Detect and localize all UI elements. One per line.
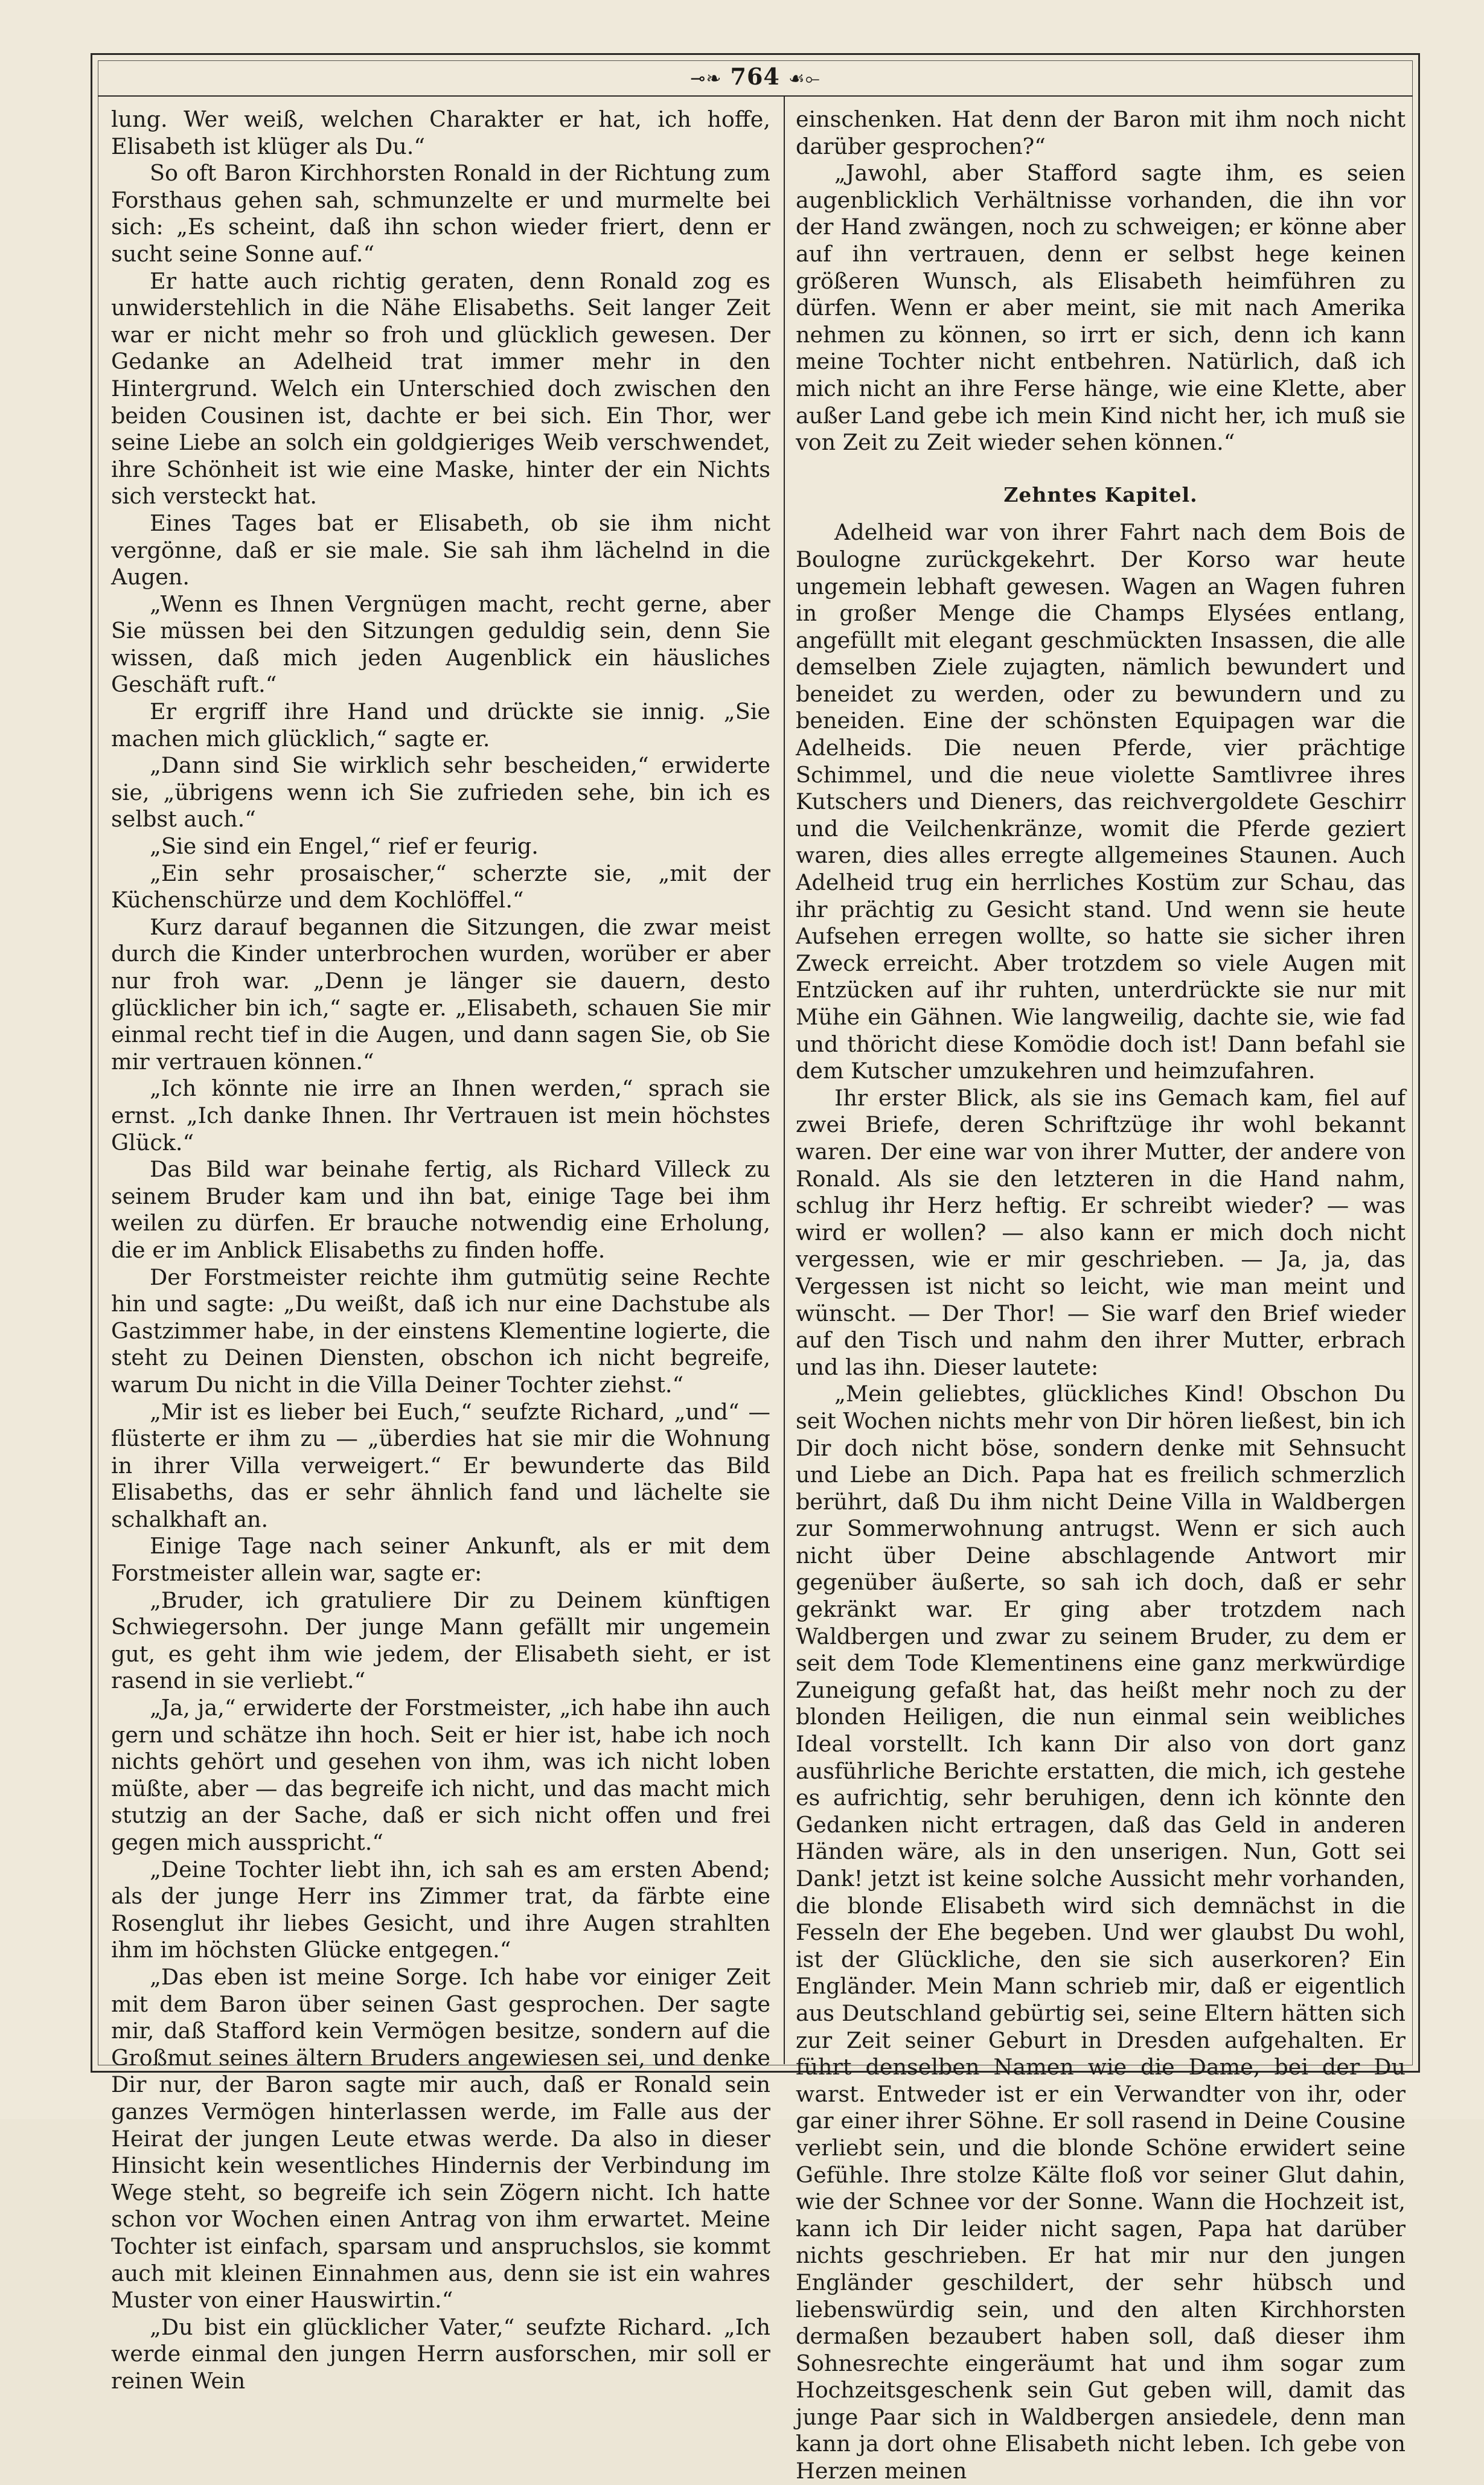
- left-column: [111, 106, 770, 2394]
- paragraph: So oft Baron Kirchhorsten Ronald in der Richtung zum Forsthaus gehen sah, schmunzelte er und murmelte bei sich: „Es scheint, daß ihn schon wieder friert, denn er sucht seine Sonne auf.“: [111, 160, 770, 267]
- paragraph: Er hatte auch richtig geraten, denn Ronald zog es unwiderstehlich in die Nähe Elisabeths. Seit langer Zeit war er nicht mehr so froh und glücklich gewesen. Der Gedanke an Adelheid trat immer mehr in den Hintergrund. Welch ein Unterschied doch zwischen den beiden Cousinen ist, dachte er bei sich. Ein Thor, wer seine Liebe an solch ein goldgieriges Weib verschwendet, ihre Schönheit ist wie eine Maske, hinter der ein Nichts sich versteckt hat.: [111, 267, 770, 510]
- paragraph: „Ja, ja,“ erwiderte der Forstmeister, „ich habe ihn auch gern und schätze ihn hoch. Seit er hier ist, habe ich noch nichts gehört und gesehen von ihm, was ich nicht loben müßte, aber — das begreife ich nicht, und das macht mich stutzig an der Sache, daß er sich nicht offen und frei gegen mich ausspricht.“: [111, 1695, 770, 1855]
- chapter-heading: Zehntes Kapitel.: [1003, 482, 1198, 507]
- paragraph: „Ein sehr prosaischer,“ scherzte sie, „mit der Küchenschürze und dem Kochlöffel.“: [111, 860, 770, 913]
- paragraph: „Dann sind Sie wirklich sehr bescheiden,“ erwiderte sie, „übrigens wenn ich Sie zufrieden sehe, bin ich es selbst auch.“: [111, 752, 770, 833]
- paragraph: „Bruder, ich gratuliere Dir zu Deinem künftigen Schwiegersohn. Der junge Mann gefällt mir ungemein gut, es geht ihm wie jedem, der Elisabeth sieht, er ist rasend in sie verliebt.“: [111, 1587, 770, 1694]
- page-number-line: [98, 63, 1413, 90]
- paragraph: „Wenn es Ihnen Vergnügen macht, recht gerne, aber Sie müssen bei den Sitzungen geduldig sein, denn Sie wissen, daß mich jeden Augenblick ein häusliches Geschäft ruft.“: [111, 590, 770, 698]
- paragraph: Einige Tage nach seiner Ankunft, als er mit dem Forstmeister allein war, sagte er:: [111, 1533, 770, 1587]
- paragraph: „Du bist ein glücklicher Vater,“ seufzte Richard. „Ich werde einmal den jungen Herrn ausforschen, mir soll er reinen Wein: [111, 2314, 770, 2394]
- paragraph: „Mir ist es lieber bei Euch,“ seufzte Richard, „und“ — flüsterte er ihm zu — „überdies hat sie mir die Wohnung in ihrer Villa verweigert.“ Er bewunderte das Bild Elisabeths, das er sehr ähnlich fand und lächelte sie schalkhaft an.: [111, 1398, 770, 1532]
- paragraph: Eines Tages bat er Elisabeth, ob sie ihm nicht vergönne, daß er sie male. Sie sah ihm lächelnd in die Augen.: [111, 510, 770, 590]
- paragraph: Adelheid war von ihrer Fahrt nach dem Bois de Boulogne zurückgekehrt. Der Korso war heute ungemein lebhaft gewesen. Wagen an Wagen fuhren in großer Menge die Champs Elysées entlang, angefüllt mit elegant geschmückten Insassen, die alle demselben Ziele zujagten, nämlich bewundert und beneidet zu werden, oder zu bewundern und zu beneiden. Eine der schönsten Equipagen war die Adelheids. Die neuen Pferde, vier prächtige Schimmel, und die neue violette Samtlivree ihres Kutschers und Dieners, das reichvergoldete Geschirr und die Veilchenkränze, womit die Pferde geziert waren, dies alles erregte allgemeines Staunen. Auch Adelheid trug ein herrliches Kostüm zur Schau, das ihr prächtig zu Gesicht stand. Und wenn sie heute Aufsehen erregen wollte, so hatte sie sicher ihren Zweck erreicht. Aber trotzdem so viele Augen mit Entzücken auf ihr ruhten, unterdrückte sie nur mit Mühe ein Gähnen. Wie langweilig, dachte sie, wie fad und thöricht diese Komödie doch ist! Dann befahl sie dem Kutscher umzukehren und heimzufahren.: [796, 519, 1406, 1084]
- paragraph: Kurz darauf begannen die Sitzungen, die zwar meist durch die Kinder unterbrochen wurden, worüber er aber nur froh war. „Denn je länger sie dauern, desto glücklicher bin ich,“ sagte er. „Elisabeth, schauen Sie mir einmal recht tief in die Augen, und dann sagen Sie, ob Sie mir vertrauen können.“: [111, 913, 770, 1075]
- paragraph: Ihr erster Blick, als sie ins Gemach kam, fiel auf zwei Briefe, deren Schriftzüge ihr wohl bekannt waren. Der eine war von ihrer Mutter, der andere von Ronald. Als sie den letzteren in die Hand nahm, schlug ihr Herz heftig. Er schreibt wieder? — was wird er wollen? — also kann er mich doch nicht vergessen, wie er mir geschrieben. — Ja, ja, das Vergessen ist nicht so leicht, wie man meint und wünscht. — Der Thor! — Sie warf den Brief wieder auf den Tisch und nahm den ihrer Mutter, erbrach und las ihn. Dieser lautete:: [796, 1084, 1406, 1380]
- paragraph: „Mein geliebtes, glückliches Kind! Obschon Du seit Wochen nichts mehr von Dir hören ließest, bin ich Dir doch nicht böse, sondern denke mit Sehnsucht und Liebe an Dich. Papa hat es freilich schmerzlich berührt, daß Du ihm nicht Deine Villa in Waldbergen zur Sommerwohnung antrugst. Wenn er sich auch nicht über Deine abschlagende Antwort mir gegenüber äußerte, so sah ich doch, daß er sehr gekränkt war. Er ging aber trotzdem nach Waldbergen und zwar zu seinem Bruder, zu dem er seit dem Tode Klementinens eine ganz merkwürdige Zuneigung gefaßt hat, das heißt mehr noch zu der blonden Heiligen, die nun einmal sein weibliches Ideal vorstellt. Ich kann Dir also von dort ganz ausführliche Berichte erstatten, die mich, ich gestehe es aufrichtig, sehr beruhigen, denn ich könnte den Gedanken nicht ertragen, daß das Geld in anderen Händen wäre, als in den unserigen. Nun, Gott sei Dank! jetzt ist keine solche Aussicht mehr vorhanden, die blonde Elisabeth wird sich demnächst in die Fesseln der Ehe begeben. Und wer glaubst Du wohl, ist der Glückliche, den sie sich auserkoren? Ein Engländer. Mein Mann schrieb mir, daß er eigentlich aus Deutschland gebürtig sei, seine Eltern hätten sich zur Zeit seiner Geburt in Dresden aufgehalten. Er führt denselben Namen wie die Dame, bei der Du warst. Entweder ist er ein Verwandter von ihr, oder gar einer ihrer Söhne. Er soll rasend in Deine Cousine verliebt sein, und die blonde Schöne erwidert seine Gefühle. Ihre stolze Kälte floß vor seiner Glut dahin, wie der Schnee vor der Sonne. Wann die Hochzeit ist, kann ich Dir leider nicht sagen, Papa hat darüber nichts geschrieben. Er hat mir nur den jungen Engländer geschildert, der sehr hübsch und liebenswürdig sein, und den alten Kirchhorsten dermaßen bezaubert haben soll, daß dieser ihm Sohnesrechte eingeräumt hat und ihm sogar zum Hochzeitsgeschenk sein Gut geben will, damit das junge Paar sich in Waldbergen ansiedele, denn man kann ja dort ohne Elisabeth nicht leben. Ich gebe von Herzen meinen: [796, 1381, 1406, 2484]
- column-divider: [784, 97, 785, 2064]
- page-header: [98, 60, 1413, 97]
- paragraph: „Jawohl, aber Stafford sagte ihm, es seien augenblicklich Verhältnisse vorhanden, die ihn vor der Hand zwängen, noch zu schweigen; er könne aber auf ihn vertrauen, denn er selbst hege keinen größeren Wunsch, als Elisabeth heimführen zu dürfen. Wenn er aber meint, sie mit nach Amerika nehmen zu können, so irrt er sich, denn ich kann meine Tochter nicht entbehren. Natürlich, daß ich mich nicht an ihre Ferse hänge, wie eine Klette, aber außer Land gebe ich mein Kind nicht her, ich muß sie von Zeit zu Zeit wieder sehen können.“: [796, 160, 1406, 456]
- ornament-right-icon: ☙⟜: [788, 68, 820, 89]
- paragraph: Der Forstmeister reichte ihm gutmütig seine Rechte hin und sagte: „Du weißt, daß ich nur eine Dachstube als Gastzimmer habe, in der einstens Klementine logierte, die steht zu Deinen Diensten, obschon ich nicht begreife, warum Du nicht in die Villa Deiner Tochter ziehst.“: [111, 1264, 770, 1398]
- paragraph: lung. Wer weiß, welchen Charakter er hat, ich hoffe, Elisabeth ist klüger als Du.“: [111, 106, 770, 159]
- page-number: 764: [730, 63, 780, 90]
- paragraph: einschenken. Hat denn der Baron mit ihm noch nicht darüber gesprochen?“: [796, 106, 1406, 159]
- paragraph: Er ergriff ihre Hand und drückte sie innig. „Sie machen mich glücklich,“ sagte er.: [111, 699, 770, 752]
- paragraph: „Deine Tochter liebt ihn, ich sah es am ersten Abend; als der junge Herr ins Zimmer trat, da färbte eine Rosenglut ihr liebes Gesicht, und ihre Augen strahlten ihm im höchsten Glücke entgegen.“: [111, 1856, 770, 1963]
- ornament-left-icon: ⊸❧: [690, 68, 722, 89]
- paragraph: „Das eben ist meine Sorge. Ich habe vor einiger Zeit mit dem Baron über seinen Gast gesprochen. Der sagte mir, daß Stafford kein Vermögen besitze, sondern auf die Großmut seines ältern Bruders angewiesen sei, und denke Dir nur, der Baron sagte mir auch, daß er Ronald sein ganzes Vermögen hinterlassen werde, im Falle aus der Heirat der jungen Leute etwas werde. Da also in dieser Hinsicht kein wesentliches Hindernis der Verbindung im Wege steht, so begreife ich sein Zögern nicht. Ich hatte schon vor Wochen einen Antrag von ihm erwartet. Meine Tochter ist einfach, sparsam und anspruchslos, sie kommt auch mit kleinen Einnahmen aus, denn sie ist ein wahres Muster von einer Hauswirtin.“: [111, 1963, 770, 2314]
- right-column: [796, 106, 1406, 2484]
- paragraph: „Ich könnte nie irre an Ihnen werden,“ sprach sie ernst. „Ich danke Ihnen. Ihr Vertrauen ist mein höchstes Glück.“: [111, 1075, 770, 1156]
- paragraph: „Sie sind ein Engel,“ rief er feurig.: [150, 833, 539, 860]
- paragraph: Das Bild war beinahe fertig, als Richard Villeck zu seinem Bruder kam und ihn bat, einige Tage bei ihm weilen zu dürfen. Er brauche notwendig eine Erholung, die er im Anblick Elisabeths zu finden hoffe.: [111, 1156, 770, 1263]
